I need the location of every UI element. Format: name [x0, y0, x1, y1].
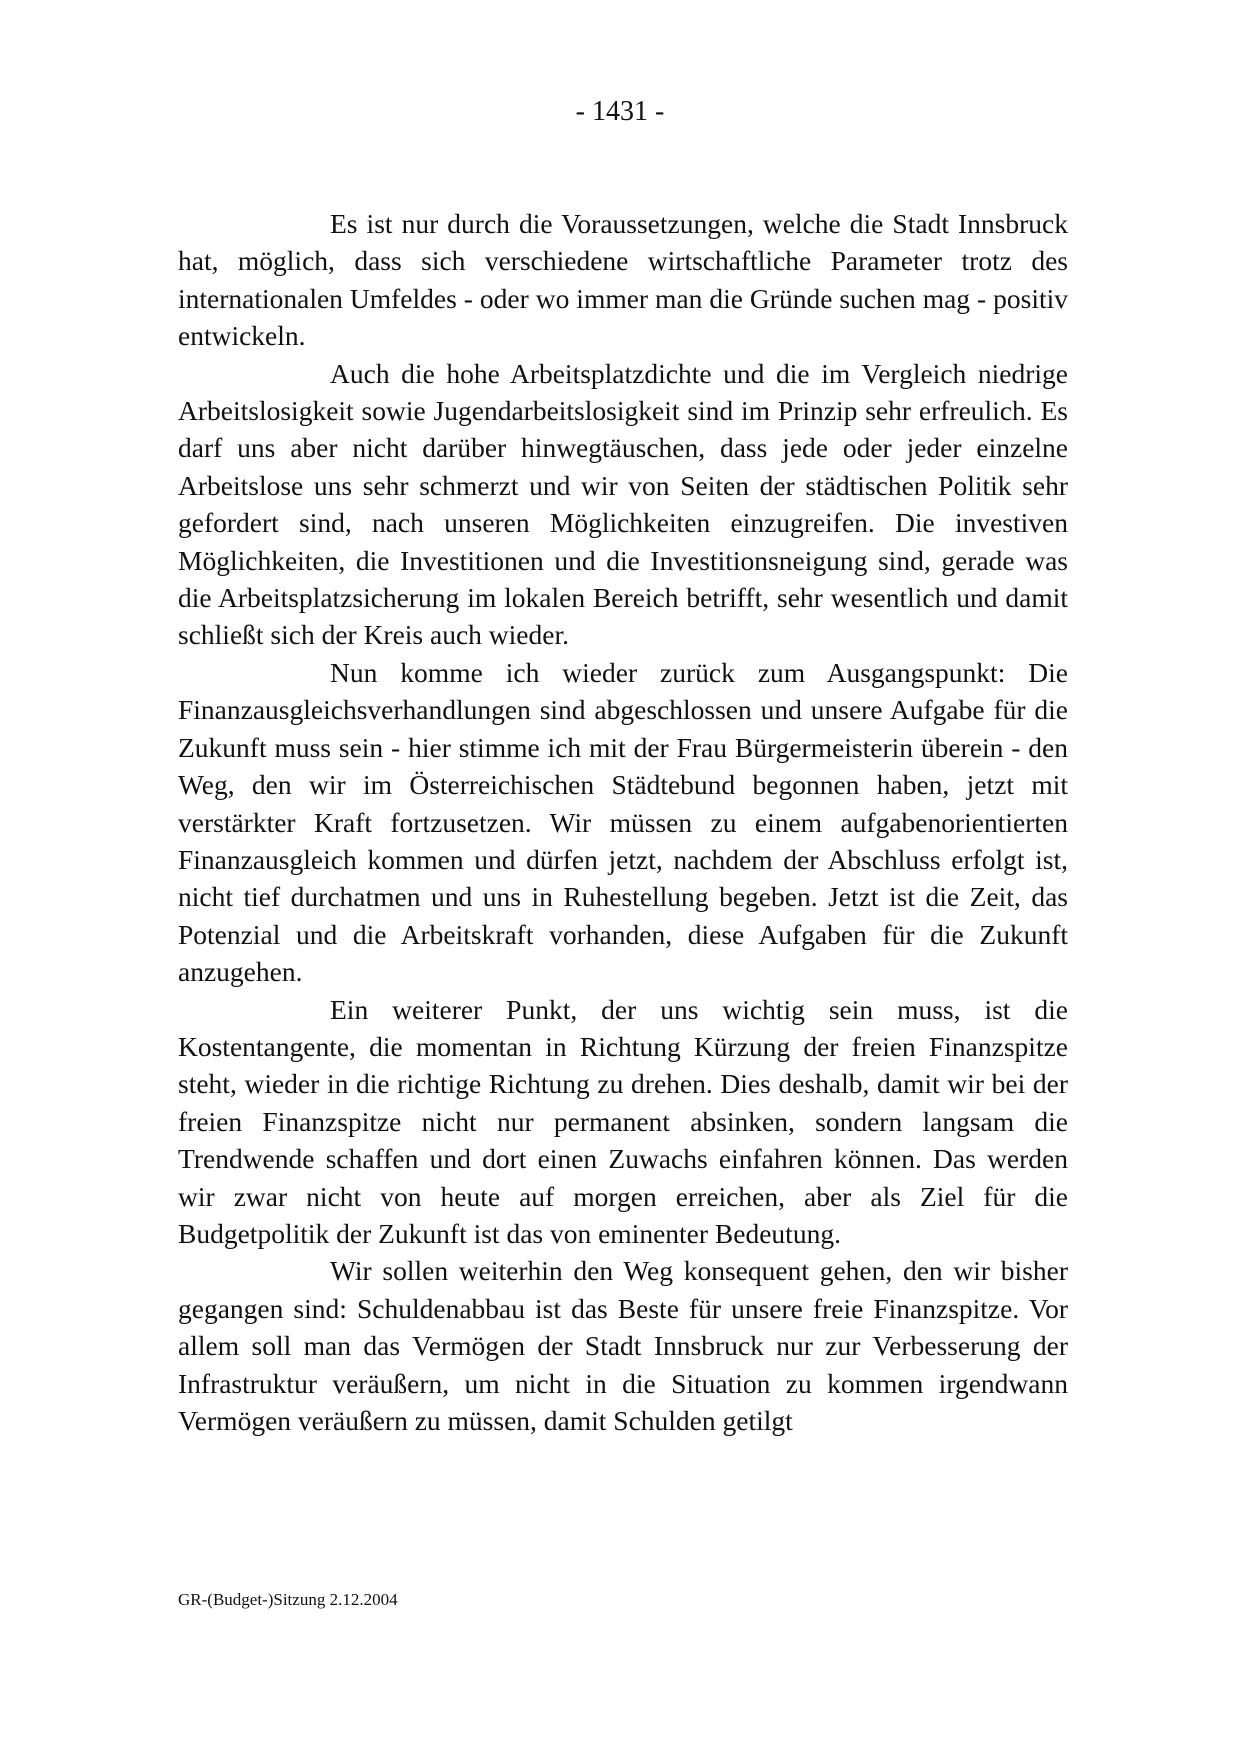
paragraph: Nun komme ich wieder zurück zum Ausgangspunkt: Die Finanzausgleichsverhandlungen sind abgeschlossen und unsere Aufgabe für die Zukunft muss sein - hier stimme ich mit der Frau Bürgermeisterin überein - den Weg, den wir im Österreichischen Städtebund begonnen haben, jetzt mit verstärkter Kraft fortzusetzen. Wir müssen zu einem aufgabenorientierten Finanzausgleich kommen und dürfen jetzt, nachdem der Abschluss erfolgt ist, nicht tief durchatmen und uns in Ruhestellung begeben. Jetzt ist die Zeit, das Potenzial und die Arbeitskraft vorhanden, diese Aufgaben für die Zukunft anzugehen. — [178, 656, 1068, 988]
paragraph: Ein weiterer Punkt, der uns wichtig sein muss, ist die Kostentangente, die momentan in Richtung Kürzung der freien Finanzspitze steht, wieder in die richtige Richtung zu drehen. Dies deshalb, damit wir bei der freien Finanzspitze nicht nur permanent absinken, sondern langsam die Trendwende schaffen und dort einen Zuwachs einfahren können. Das werden wir zwar nicht von heute auf morgen erreichen, aber als Ziel für die Budgetpolitik der Zukunft ist das von eminenter Bedeutung. — [178, 993, 1068, 1249]
page-number: - 1431 - — [575, 96, 665, 127]
paragraph: Es ist nur durch die Voraussetzungen, welche die Stadt Innsbruck hat, möglich, dass sich verschiedene wirtschaftliche Parameter trotz des internationalen Umfeldes - oder wo immer man die Gründe suchen mag - positiv entwickeln. — [178, 208, 1068, 352]
paragraph: Auch die hohe Arbeitsplatzdichte und die im Vergleich niedrige Arbeitslosigkeit sowie Jugendarbeitslosigkeit sind im Prinzip sehr erfreulich. Es darf uns aber nicht darüber hinwegtäuschen, dass jede oder jeder einzelne Arbeitslose uns sehr schmerzt und wir von Seiten der städtischen Politik sehr gefordert sind, nach unseren Möglichkeiten einzugreifen. Die investiven Möglichkeiten, die Investitionen und die Investitionsneigung sind, gerade was die Arbeitsplatzsicherung im lokalen Bereich betrifft, sehr wesentlich und damit schließt sich der Kreis auch wieder. — [178, 357, 1068, 651]
paragraph: Wir sollen weiterhin den Weg konsequent gehen, den wir bisher gegangen sind: Schuldenabbau ist das Beste für unsere freie Finanzspitze. Vor allem soll man das Vermögen der Stadt Innsbruck nur zur Verbesserung der Infrastruktur veräußern, um nicht in die Situation zu kommen irgendwann Vermögen veräußern zu müssen, damit Schulden getilgt — [178, 1255, 1068, 1436]
document-body — [178, 205, 1068, 1439]
footer-session-date: GR-(Budget-)Sitzung 2.12.2004 — [178, 1590, 398, 1609]
